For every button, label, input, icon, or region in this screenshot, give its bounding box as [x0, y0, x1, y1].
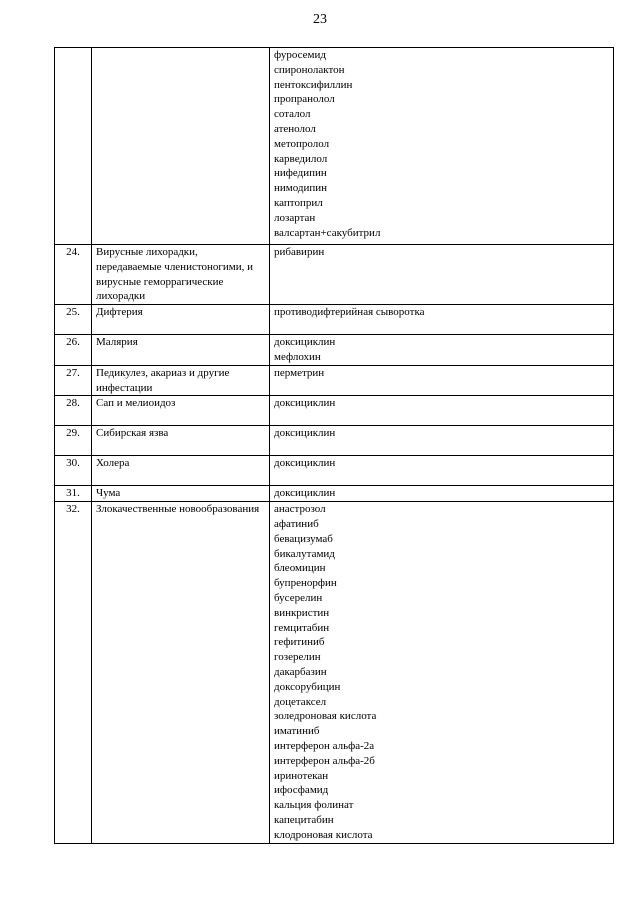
drugs-cell	[270, 305, 614, 335]
drug-name: кальция фолинат	[274, 799, 354, 812]
drug-name: гемцитабин	[274, 621, 330, 634]
drugs-cell	[270, 335, 614, 366]
drug-name: атенолол	[274, 122, 316, 135]
disease-name: Холера	[96, 457, 130, 470]
row-number-cell: 26.	[55, 335, 92, 366]
table-row	[55, 426, 614, 456]
drugs-cell	[270, 365, 614, 396]
table-row	[55, 456, 614, 486]
drug-name: перметрин	[274, 366, 325, 379]
drug-name: клодроновая кислота	[274, 828, 373, 841]
row-number-cell: 32.	[55, 502, 92, 843]
disease-name: Дифтерия	[96, 306, 143, 319]
drug-name: пентоксифиллин	[274, 78, 353, 91]
page-number: 23	[313, 12, 327, 27]
drug-name: доксициклин	[274, 427, 336, 440]
disease-name: Педикулез, акариаз и другие инфестации	[96, 366, 230, 394]
drug-name: спиронолактон	[274, 63, 345, 76]
drug-name: иринотекан	[274, 769, 329, 782]
disease-cell	[92, 486, 270, 502]
drug-name: капецитабин	[274, 813, 334, 826]
row-number-cell: 29.	[55, 426, 92, 456]
table-row	[55, 486, 614, 502]
drug-name: винкристин	[274, 606, 330, 619]
drug-name: анастрозол	[274, 503, 326, 516]
drug-name: доксорубицин	[274, 680, 341, 693]
table-row	[55, 245, 614, 305]
drug-name: карведилол	[274, 152, 328, 165]
drug-name: противодифтерийная сыворотка	[274, 306, 425, 319]
table-row	[55, 502, 614, 843]
drug-name: мефлохин	[274, 350, 321, 363]
drug-name: фуросемид	[274, 49, 326, 61]
disease-cell	[92, 502, 270, 843]
drugs-cell	[270, 426, 614, 456]
row-number-cell: 24.	[55, 245, 92, 305]
disease-name: Сибирская язва	[96, 427, 169, 440]
drug-name: соталол	[274, 108, 311, 121]
drug-name: гозерелин	[274, 651, 321, 664]
drug-name: иматиниб	[274, 725, 320, 738]
drug-name: валсартан+сакубитрил	[274, 226, 381, 239]
table-row	[55, 335, 614, 366]
disease-cell	[92, 245, 270, 305]
drug-name: ифосфамид	[274, 784, 329, 797]
drugs-cell	[270, 396, 614, 426]
drug-name: золедроновая кислота	[274, 710, 377, 723]
drugs-cell	[270, 502, 614, 843]
drug-name: нифедипин	[274, 167, 327, 180]
drug-name: блеомицин	[274, 562, 326, 575]
drug-name: пропранолол	[274, 93, 335, 106]
drug-name: бусерелин	[274, 591, 323, 604]
row-number-cell: 27.	[55, 365, 92, 396]
drug-name: дакарбазин	[274, 665, 327, 678]
drug-name: рибавирин	[274, 246, 325, 258]
drug-name: гефитиниб	[274, 636, 325, 649]
drug-name: доксициклин	[274, 397, 336, 410]
row-number-cell: 31.	[55, 486, 92, 502]
drugs-cell	[270, 245, 614, 305]
drugs-cell	[270, 48, 614, 245]
drug-name: интерферон альфа-2б	[274, 754, 375, 767]
disease-cell	[92, 305, 270, 335]
disease-cell	[92, 365, 270, 396]
drugs-cell	[270, 486, 614, 502]
disease-cell	[92, 48, 270, 245]
disease-name: Злокачественные новообразования	[96, 503, 260, 516]
disease-name: Чума	[96, 487, 121, 500]
table-row	[55, 396, 614, 426]
drug-name: доксициклин	[274, 336, 336, 349]
drug-name: бикалутамид	[274, 547, 335, 560]
disease-cell	[92, 396, 270, 426]
drug-table	[54, 47, 614, 844]
row-number-cell	[55, 48, 92, 245]
drug-name: нимодипин	[274, 182, 328, 195]
drugs-cell	[270, 456, 614, 486]
drug-name: доксициклин	[274, 487, 336, 500]
table-row	[55, 48, 614, 245]
drug-name: бупренорфин	[274, 577, 337, 590]
drug-name: бевацизумаб	[274, 532, 333, 545]
disease-cell	[92, 426, 270, 456]
table-body	[55, 48, 614, 844]
row-number-cell: 30.	[55, 456, 92, 486]
disease-cell	[92, 335, 270, 366]
drug-name: доксициклин	[274, 457, 336, 470]
disease-cell	[92, 456, 270, 486]
drug-name: каптоприл	[274, 196, 323, 209]
row-number-cell: 25.	[55, 305, 92, 335]
drug-name: метопролол	[274, 137, 330, 150]
table-row	[55, 305, 614, 335]
row-number-cell: 28.	[55, 396, 92, 426]
disease-name: Сап и мелиоидоз	[96, 397, 176, 410]
disease-name: Малярия	[96, 336, 138, 349]
table-row	[55, 365, 614, 396]
disease-name: Вирусные лихорадки, передаваемые членистоногими, и вирусные геморрагические лихорадки	[96, 246, 254, 303]
drug-name: доцетаксел	[274, 695, 327, 708]
drug-name: афатиниб	[274, 517, 319, 530]
drug-name: интерферон альфа-2а	[274, 739, 375, 752]
drug-name: лозартан	[274, 211, 316, 224]
